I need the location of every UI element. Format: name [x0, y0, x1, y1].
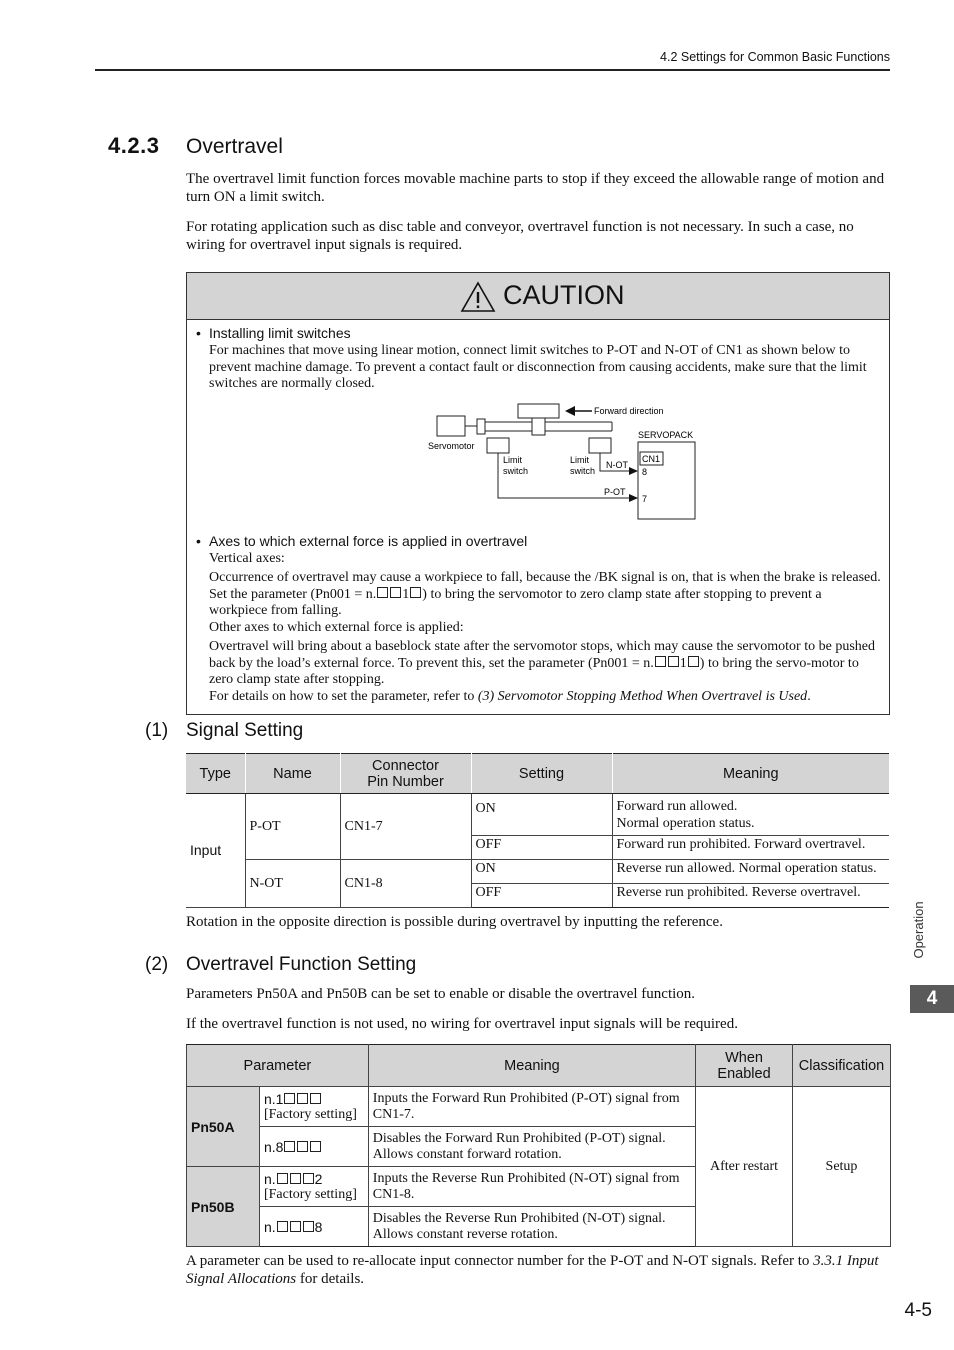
page-number: 4-5 — [904, 1300, 932, 1321]
warning-icon — [460, 281, 496, 313]
servomotor-label: Servomotor — [428, 441, 475, 451]
p-ot-label: P-OT — [604, 487, 626, 497]
other-axes-text: Overtravel will bring about a baseblock state after the servomotor stops, which may cause the servomotor to be pushed back by the load’s external force. To prevent this, set the parameter (Pn001 = n. 1 ) to bring the servo-motor to zero clamp state after stopping. — [209, 639, 875, 687]
pin-8-label: 8 — [642, 467, 648, 477]
other-axes-label: Other axes to which external force is applied: — [209, 620, 464, 635]
chapter-tab[interactable]: 4 — [910, 985, 954, 1013]
header-rule — [95, 69, 890, 71]
limit-switch-diagram — [417, 400, 707, 525]
table-row — [186, 794, 889, 836]
setting-cell: OFF — [471, 836, 612, 860]
vertical-axes-text: Occurrence of overtravel may cause a workpiece to fall, because the /BK signal is on, that is when the brake is released. Set the parameter (Pn001 = n. 1 ) to bring the servomotor to zero clamp state after stopping to prevent a workpiece from falling. — [209, 570, 881, 618]
installing-text: For machines that move using linear motion, connect limit switches to P-OT and N-OT of CN1 as shown below to prevent machine damage. To prevent a contact fault or disconnection from causing accidents, make sure that the limit switches are normally closed. — [209, 343, 867, 391]
details-text: For details on how to set the parameter, refer to (3) Servomotor Stopping Method When Overtravel is Used. — [209, 689, 811, 704]
side-chapter-label — [894, 895, 944, 965]
pn50a-cell: Pn50A — [187, 1087, 260, 1167]
function-setting-number: (2) — [145, 954, 169, 975]
n-ot-label: N-OT — [606, 460, 628, 470]
meaning-cell: Forward run allowed. Normal operation status. — [612, 794, 889, 836]
limit-switch-left — [487, 438, 509, 453]
limit-label-right: Limit — [570, 455, 590, 465]
function-setting-title: Overtravel Function Setting — [186, 954, 417, 975]
vertical-axes-label: Vertical axes: — [209, 551, 285, 566]
name-cell: P-OT — [245, 794, 340, 860]
caution-box — [186, 272, 890, 715]
col-classification: Classification — [792, 1045, 890, 1087]
classification-cell: Setup — [792, 1087, 890, 1247]
value-cell: n.8 — [259, 1127, 368, 1167]
running-head: 4.2 Settings for Common Basic Functions — [660, 50, 890, 64]
intro-paragraph: The overtravel limit function forces movable machine parts to stop if they exceed the allowable range of motion and turn ON a limit switch. — [186, 171, 885, 205]
col-meaning: Meaning — [612, 754, 889, 794]
servomotor-box — [437, 416, 465, 436]
meaning-cell: Inputs the Reverse Run Prohibited (N-OT) signal from CN1-8. — [368, 1167, 695, 1207]
meaning-cell: Inputs the Forward Run Prohibited (P-OT) signal from CN1-7. — [368, 1087, 695, 1127]
signal-setting-title: Signal Setting — [186, 720, 304, 741]
bullet-dot: • — [196, 533, 201, 549]
signal-table — [186, 753, 889, 908]
limit-label-left: Limit — [503, 455, 523, 465]
servopack-label: SERVOPACK — [638, 430, 694, 440]
when-enabled-cell: After restart — [696, 1087, 793, 1247]
pin-cell: CN1-8 — [340, 860, 471, 908]
col-when-enabled: When Enabled — [696, 1045, 793, 1087]
overtravel-parameter-table — [186, 1044, 891, 1247]
pin-cell: CN1-7 — [340, 794, 471, 860]
limit-switch-right — [589, 438, 611, 453]
table-row — [186, 860, 889, 884]
col-setting: Setting — [471, 754, 612, 794]
col-parameter: Parameter — [187, 1045, 369, 1087]
table-nut — [532, 418, 545, 435]
col-type: Type — [186, 754, 245, 794]
col-name: Name — [245, 754, 340, 794]
input-signal-allocations-ref[interactable]: 3.3.1 Input Signal Allocations — [186, 1253, 879, 1287]
caution-title: CAUTION — [503, 280, 625, 310]
function-para-1: Parameters Pn50A and Pn50B can be set to enable or disable the overtravel function. — [186, 986, 696, 1002]
setting-cell: ON — [471, 794, 612, 836]
cn1-label: CN1 — [642, 454, 661, 464]
switch-label-right: switch — [570, 466, 596, 476]
svg-text:Operation: Operation — [911, 901, 926, 959]
pin-7-label: 7 — [642, 494, 648, 504]
bullet-axes-title: Axes to which external force is applied in overtravel — [209, 533, 528, 549]
function-para-2: If the overtravel function is not used, no wiring for overtravel input signals will be required. — [186, 1016, 738, 1032]
forward-direction-label: Forward direction — [594, 406, 664, 416]
meaning-cell: Disables the Forward Run Prohibited (P-OT) signal. Allows constant forward rotation. — [368, 1127, 695, 1167]
meaning-cell: Forward run prohibited. Forward overtravel. — [612, 836, 889, 860]
setting-cell: OFF — [471, 884, 612, 908]
moving-table — [518, 404, 559, 418]
signal-setting-number: (1) — [145, 720, 169, 741]
rotation-note: Rotation in the opposite direction is possible during overtravel by inputting the reference. — [186, 914, 723, 930]
type-cell: Input — [186, 794, 245, 908]
col-meaning: Meaning — [368, 1045, 695, 1087]
meaning-cell: Reverse run allowed. Normal operation status. — [612, 860, 889, 884]
meaning-cell: Reverse run prohibited. Reverse overtravel. — [612, 884, 889, 908]
value-cell: n. 8 — [259, 1207, 368, 1247]
name-cell: N-OT — [245, 860, 340, 908]
section-number: 4.2.3 — [108, 133, 160, 158]
bullet-installing-title: Installing limit switches — [209, 325, 351, 341]
table-row — [187, 1087, 891, 1127]
pn50b-cell: Pn50B — [187, 1167, 260, 1247]
bullet-dot: • — [196, 325, 201, 341]
col-connector: Connector Pin Number — [340, 754, 471, 794]
footer-paragraph: A parameter can be used to re-allocate input connector number for the P-OT and N-OT signals. Refer to 3.3.1 Input Signal Allocations for details. — [186, 1253, 879, 1287]
value-cell: n. 2 [Factory setting] — [259, 1167, 368, 1207]
setting-cell: ON — [471, 860, 612, 884]
rotating-paragraph: For rotating application such as disc table and conveyor, overtravel function is not necessary. In such a case, no wiring for overtravel input signals is required. — [186, 219, 854, 253]
value-cell: n.1 [Factory setting] — [259, 1087, 368, 1127]
meaning-cell: Disables the Reverse Run Prohibited (N-OT) signal. Allows constant reverse rotation. — [368, 1207, 695, 1247]
motor-coupling — [477, 419, 485, 434]
switch-label-left: switch — [503, 466, 529, 476]
stopping-method-ref[interactable]: (3) Servomotor Stopping Method When Overtravel is Used — [477, 689, 808, 704]
caution-header — [187, 273, 889, 320]
forward-arrow — [565, 406, 575, 416]
section-title: Overtravel — [186, 135, 283, 158]
